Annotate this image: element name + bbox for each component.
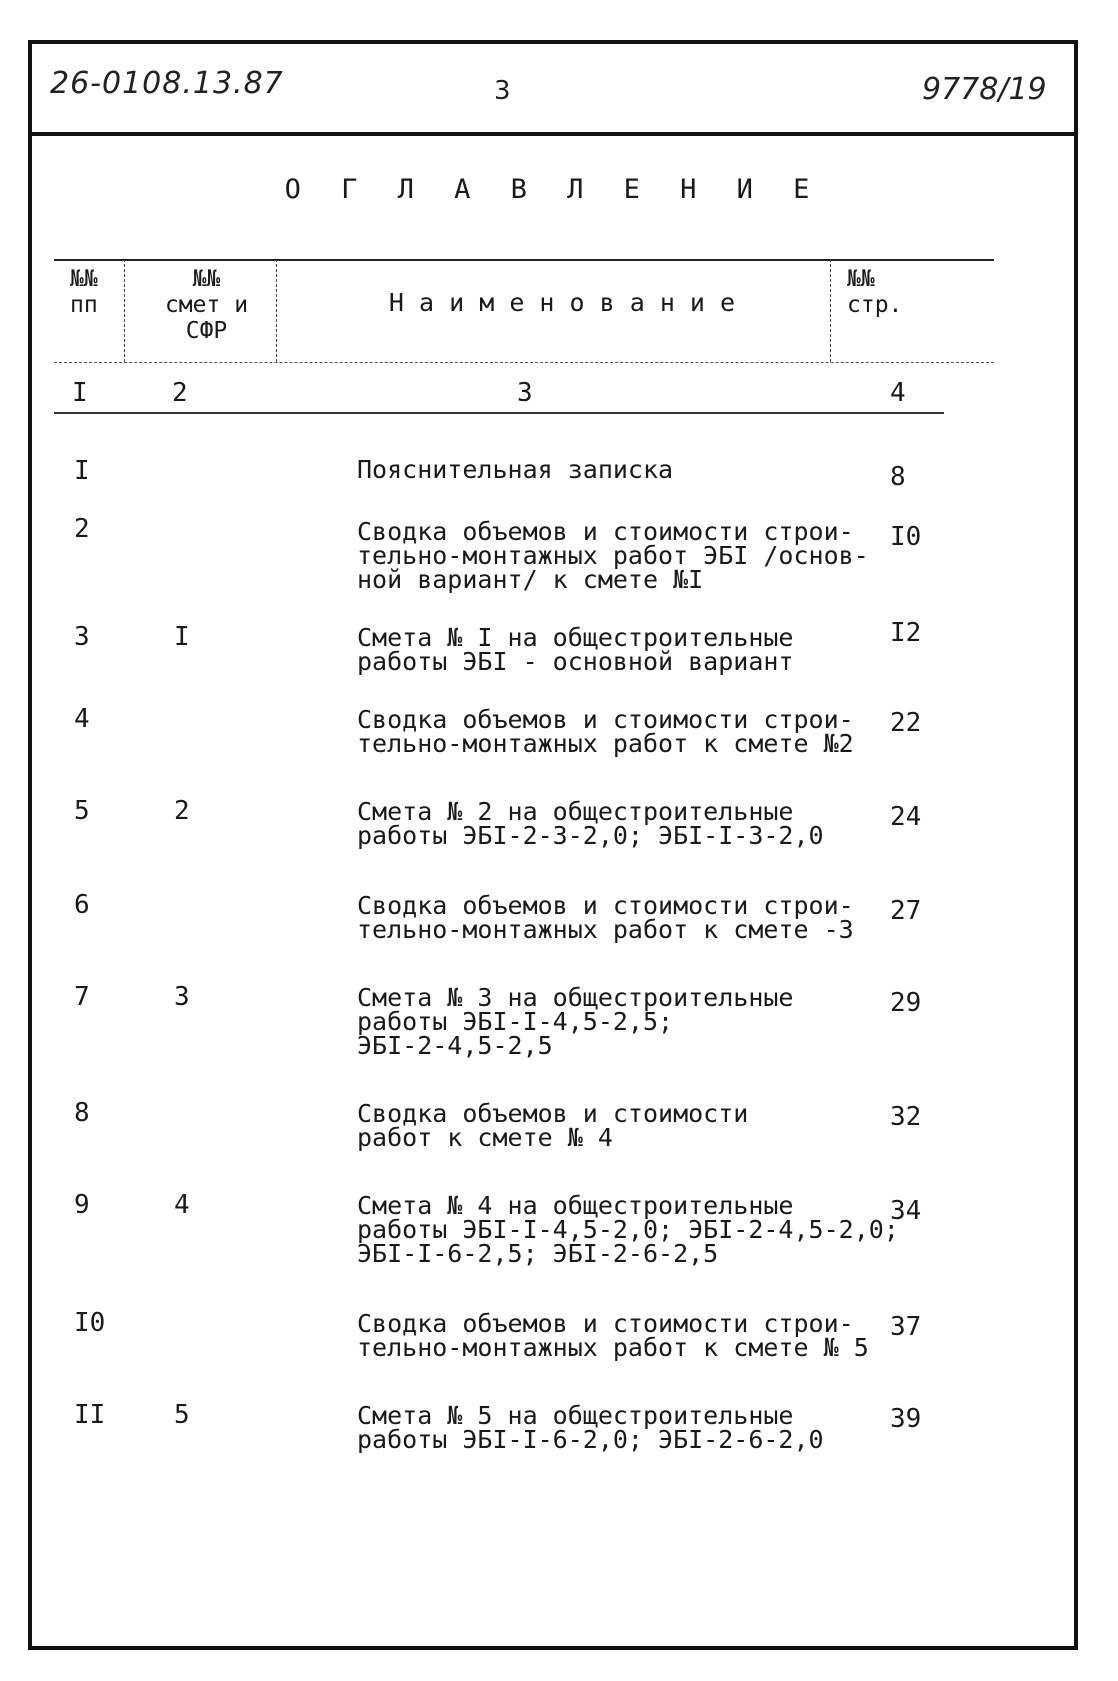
row-estimate: 4 <box>174 1190 190 1220</box>
page-number: 3 <box>494 76 511 106</box>
row-name: Сводка объемов и стоимости строи- тельно-монтажных работ ЭБI /основ- ной вариант/ к смете №I <box>357 517 869 594</box>
column-header-number: №№ пп <box>70 266 98 318</box>
row-name: Пояснительная записка <box>357 455 674 484</box>
column-number: 4 <box>890 378 906 408</box>
row-page: 22 <box>890 708 922 738</box>
row-page: I0 <box>890 522 922 552</box>
row-number: 5 <box>74 796 90 826</box>
row-estimate: 3 <box>174 982 190 1012</box>
row-page: 27 <box>890 896 922 926</box>
page-title: О Г Л А В Л Е Н И Е <box>284 174 822 205</box>
row-name: Смета № 3 на общестроительные работы ЭБI-I-4,5-2,5; ЭБI-2-4,5-2,5 <box>357 983 794 1060</box>
row-estimate: 2 <box>174 796 190 826</box>
row-number: 3 <box>74 622 90 652</box>
column-number: I <box>72 378 88 408</box>
row-number: 6 <box>74 890 90 920</box>
row-number: I <box>74 456 90 486</box>
row-name: Сводка объемов и стоимости работ к смете № 4 <box>357 1099 749 1152</box>
row-page: 39 <box>890 1404 922 1434</box>
row-name: Сводка объемов и стоимости строи- тельно-монтажных работ к смете № 5 <box>357 1309 869 1362</box>
row-name: Смета № 5 на общестроительные работы ЭБI-I-6-2,0; ЭБI-2-6-2,0 <box>357 1401 824 1454</box>
row-name: Смета № I на общестроительные работы ЭБI - основной вариант <box>357 623 794 676</box>
row-page: 24 <box>890 802 922 832</box>
row-number: 8 <box>74 1098 90 1128</box>
table-header-top-rule <box>54 259 994 261</box>
column-divider <box>276 259 277 362</box>
row-page: 37 <box>890 1312 922 1342</box>
row-page: 29 <box>890 988 922 1018</box>
doc-code: 26-0108.13.87 <box>50 66 284 101</box>
document-sheet <box>28 40 1078 1650</box>
row-number: 4 <box>74 704 90 734</box>
row-number: II <box>74 1400 106 1430</box>
row-page: 32 <box>890 1102 922 1132</box>
column-number: 2 <box>172 378 188 408</box>
row-name: Сводка объемов и стоимости строи- тельно-монтажных работ к смете №2 <box>357 705 854 758</box>
row-number: 2 <box>74 514 90 544</box>
column-divider <box>830 259 831 362</box>
row-number: 9 <box>74 1190 90 1220</box>
row-name: Смета № 2 на общестроительные работы ЭБI-2-3-2,0; ЭБI-I-3-2,0 <box>357 797 824 850</box>
header-divider <box>32 132 1074 136</box>
row-page: 8 <box>890 462 906 492</box>
row-estimate: 5 <box>174 1400 190 1430</box>
column-number: 3 <box>517 378 533 408</box>
column-divider <box>124 259 125 362</box>
column-header-estimate: №№ смет и СФР <box>164 266 249 344</box>
column-number-rule <box>54 412 944 414</box>
row-page: I2 <box>890 618 922 648</box>
row-number: I0 <box>74 1308 106 1338</box>
table-header-bottom-rule <box>54 362 994 363</box>
row-page: 34 <box>890 1196 922 1226</box>
row-estimate: I <box>174 622 190 652</box>
archive-number: 9778/19 <box>922 72 1047 107</box>
column-header-page: №№ стр. <box>847 266 903 318</box>
row-number: 7 <box>74 982 90 1012</box>
column-header-name: Н а и м е н о в а н и е <box>388 288 736 317</box>
row-name: Смета № 4 на общестроительные работы ЭБI-I-4,5-2,0; ЭБI-2-4,5-2,0; ЭБI-I-6-2,5; ЭБI-2-6-2,5 <box>357 1191 899 1268</box>
row-name: Сводка объемов и стоимости строи- тельно-монтажных работ к смете -3 <box>357 891 854 944</box>
